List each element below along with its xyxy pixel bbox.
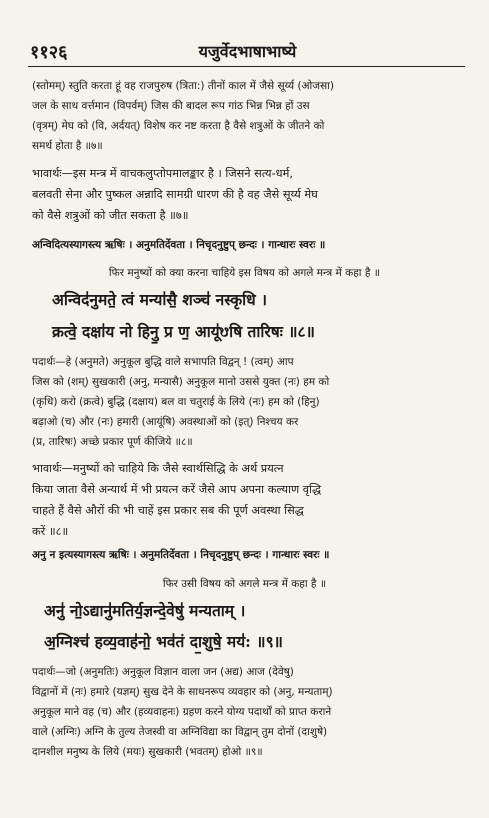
mantra-line: अनु॑ नो॒ऽद्यानु॑मतिर्य॒ज्ञन्दे॒वेषु॑ मन्यताम् ।	[44, 601, 246, 620]
page-number: ११२६	[30, 42, 68, 63]
text-line: भावार्थः—इस मन्त्र में वाचकलुप्तोपमालङ्कार है । जिसने सत्य-धर्म,	[32, 167, 293, 180]
rishi-line-1: अन्विदित्यस्यागस्त्य ऋषिः । अनुमतिर्देवता । निचृदनुष्टुप् छन्दः । गान्धारः स्वरः ॥	[32, 239, 326, 251]
page-title: यजुर्वेदभाषाभाष्ये	[198, 42, 297, 61]
text-line: (कृधि) करो (क्रत्वे) बुद्धि (दक्षाय) बल वा चतुराई के लिये (नः) हम को (हिनु)	[32, 396, 320, 408]
text-line: दानशील मनुष्य के लिये (मयः) सुखकारी (भवतम्) होओ ॥९॥	[32, 746, 263, 758]
text-line: जिस को (शम्) सुखकारी (अनु, मन्यासै) अनुकूल मानो उससे युक्त (नः) हम को	[32, 376, 330, 388]
text-line: (वृत्रम्) मेघ को (वि, अर्दयत्) विशेष कर नष्ट करता है वैसे शत्रुओं के जीतने को	[32, 120, 325, 132]
text-line: अनुकूल माने वह (च) और (हव्यवाहनः) ग्रहण करने योग्य पदार्थों को प्राप्त कराने	[32, 706, 332, 718]
text-line: विद्वानों में (नः) हमारे (यज्ञम्) सुख देने के साधनरूप व्यवहार को (अनु, मन्यताम्)	[32, 686, 333, 698]
rishi-line-2: अनु न इत्यस्यागस्त्य ऋषिः । अनुमतिर्देवता । निचृदनुष्टुप् छन्दः । गान्धारः स्वरः ॥	[32, 549, 330, 561]
mantra-line: अन्विद॑नुमते॒ त्वं मन्या॑सै॒ शञ्च॑ नस्कृधि ।	[52, 290, 267, 309]
text-line: जल के साथ वर्त्तमान (विपर्वम्) जिस की बादल रूप गांठ भिन्न भिन्न हों उस	[32, 100, 310, 112]
text-line: बलवती सेना और पुष्कल अन्नादि सामग्री धारण की है वह जैसे सूर्य्य मेघ	[32, 188, 318, 201]
mantra-line: अ॒ग्निश्च॑ हव्य॒वाह॑नो॒ भव॑तं दा॒शुषे॒ मय॑: ॥९॥	[44, 632, 283, 651]
bhavartha-block-2	[32, 458, 465, 542]
text-line: चाहते हैं वैसे औरों की भी चाहें इस प्रकार सब की पूर्ण अवस्था सिद्ध	[32, 504, 304, 517]
text-line: पदार्थः—जो (अनुमतिः) अनुकूल विज्ञान वाला जन (अद्य) आज (देवेषु)	[32, 666, 294, 678]
page-header	[30, 40, 465, 68]
header-rule	[28, 66, 465, 67]
text-line: किया जाता वैसे अन्यार्थ में भी प्रयत्न करें जैसे आप अपना कल्याण वृद्धि	[32, 483, 322, 496]
text-line: भावार्थः—मनुष्यों को चाहिये कि जैसे स्वार्थसिद्धि के अर्थ प्रयत्न	[32, 462, 284, 475]
text-line: समर्थ होता है ॥७॥	[32, 140, 103, 152]
mantra-line: क्रत्वे॒ दक्षा॑य नो हिनु॒ प्र ण॒ आयू॑ᳪषि तारिषः ॥८॥	[52, 322, 315, 341]
text-line: बढ़ाओ (च) और (नः) हमारी (आयूंषि) अवस्थाओं को (इत्) निश्चय कर	[32, 416, 299, 428]
padartha-block-1	[32, 352, 465, 452]
paragraph-block-1	[32, 76, 465, 156]
padartha-block-2	[32, 662, 465, 762]
intro-line-1: फिर मनुष्यों को क्या करना चाहिये इस विषय को अगले मन्त्र में कहा है ॥	[108, 267, 381, 279]
text-line: वाले (अग्निः) अग्नि के तुल्य तेजस्वी वा अग्निविद्या का विद्वान् तुम दोनों (दाशुषे)	[32, 726, 328, 738]
text-line: पदार्थः—हे (अनुमते) अनुकूल बुद्धि वाले सभापति विद्वन् ! (त्वम्) आप	[32, 356, 294, 368]
text-line: को वैसे शत्रुओं को जीत सकता है ॥७॥	[32, 209, 189, 222]
text-line: (प्र, तारिषः) अच्छे प्रकार पूर्ण कीजिये ॥८॥	[32, 436, 193, 448]
intro-line-2: फिर उसी विषय को अगले मन्त्र में कहा है ॥	[162, 578, 327, 590]
text-line: करें ॥८॥	[32, 525, 69, 538]
bhavartha-block-1	[32, 163, 465, 226]
text-line: (स्तोमम्) स्तुति करता हूं वह राजपुरुष (त्रिता:) तीनों काल में जैसे सूर्य्य (ओजसा)	[32, 80, 334, 92]
